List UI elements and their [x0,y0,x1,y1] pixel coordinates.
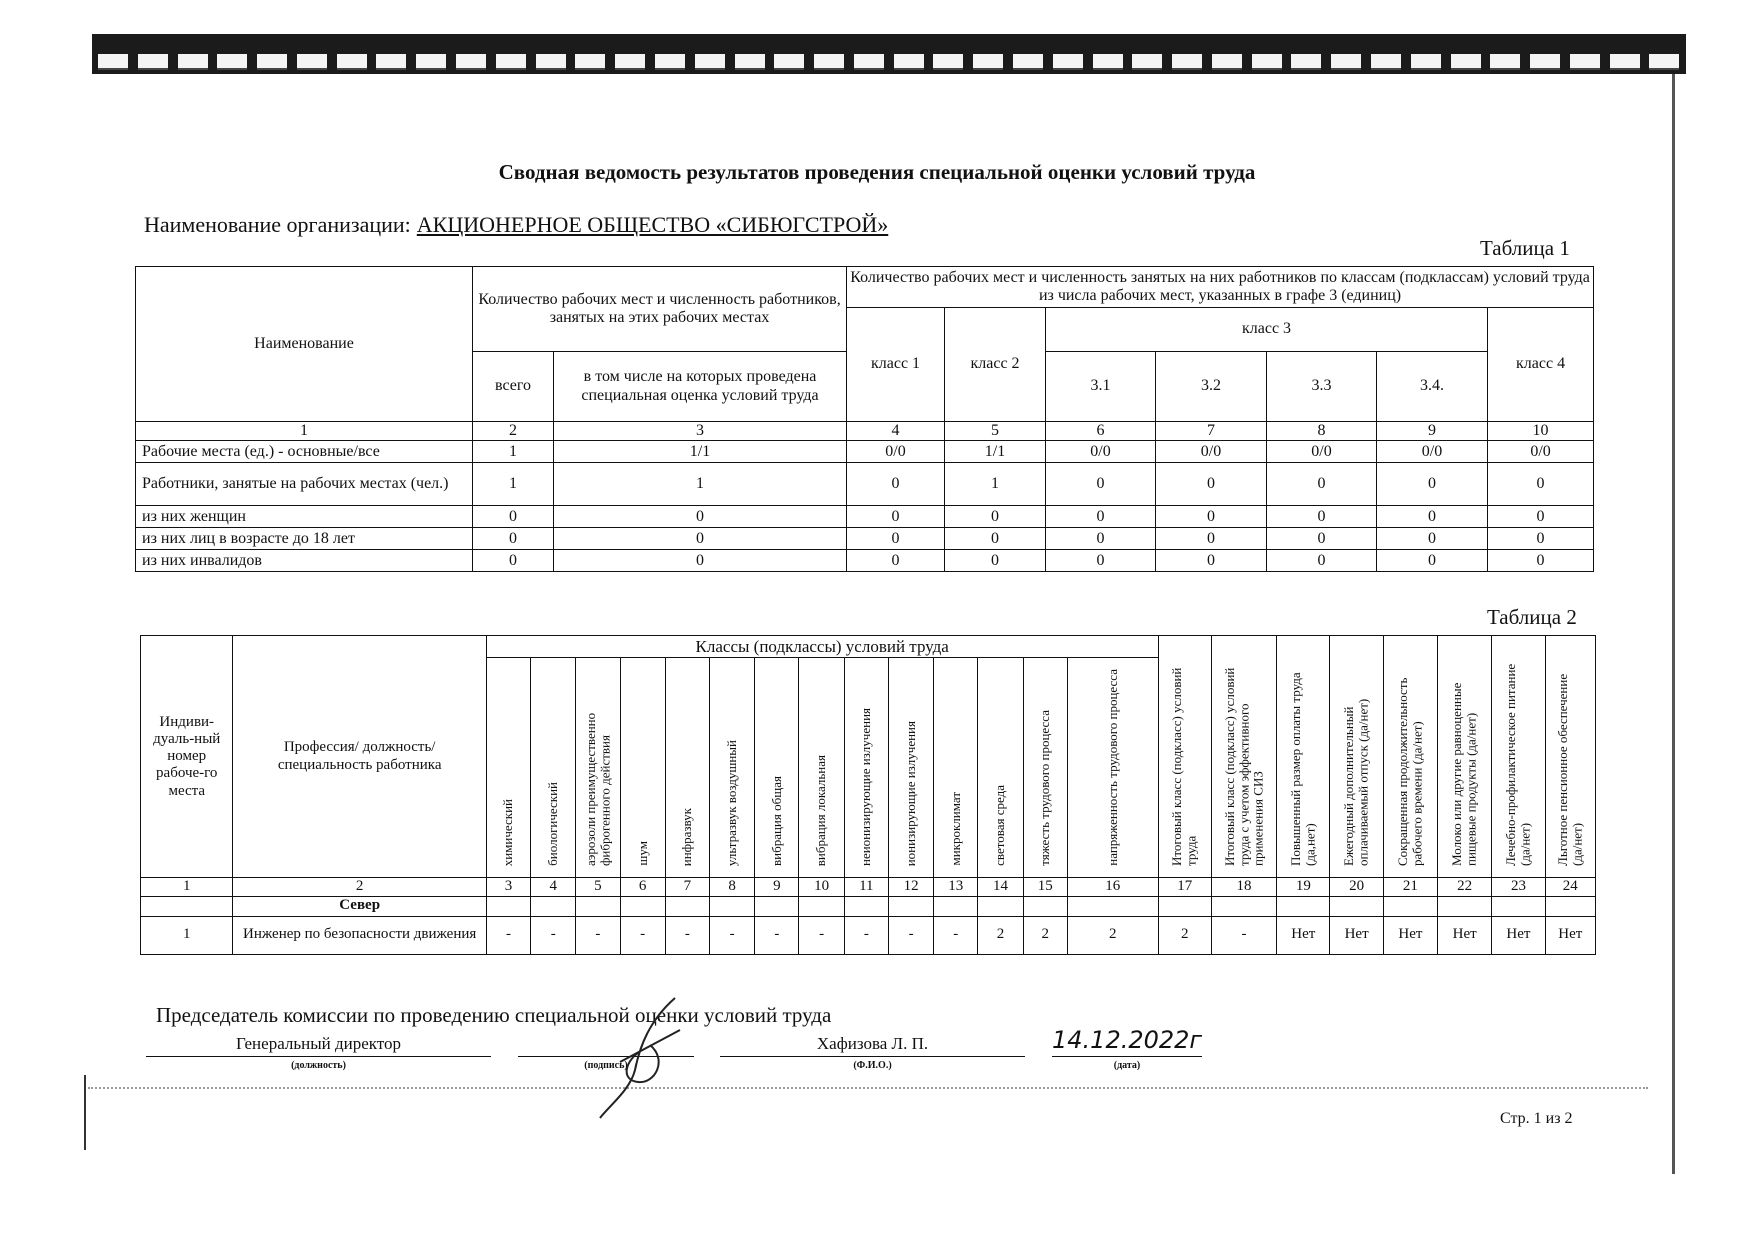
cell: 0 [554,528,847,550]
date-caption: (дата) [1113,1060,1141,1071]
document-title: Сводная ведомость результатов проведения специальной оценки условий труда [498,160,1256,184]
cell: 0 [554,550,847,572]
row-label: Работники, занятые на рабочих местах (чел.) [136,463,473,506]
t2-factor [844,658,888,878]
table-row [136,463,1594,506]
cell: Нет [1330,916,1383,954]
cell: 0 [847,463,945,506]
t2-colnum: 23 [1492,878,1545,896]
name-line [720,1056,1025,1057]
t2-colnum: 2 [233,878,486,896]
t1-header-3-2: 3.2 [1156,352,1267,422]
t1-header-class2: класс 2 [945,308,1046,422]
cell: 1 [473,463,554,506]
cell: 0 [554,506,847,528]
t2-header-extra [1211,636,1276,878]
cell: 1 [141,916,233,954]
cell: - [576,916,620,954]
t2-factor-label: микроклимат [947,792,963,866]
row-label: Рабочие места (ед.) - основные/все [136,441,473,463]
t2-factor [576,658,620,878]
cell: 0 [1156,528,1267,550]
t2-extra-label: Сокращенная продолжительность рабочего времени (да/нет) [1395,677,1425,866]
t1-colnum: 3 [554,422,847,441]
t1-header-total: всего [473,352,554,422]
cell: 0 [1488,463,1594,506]
cell: - [799,916,844,954]
t2-factor [1023,658,1067,878]
t1-column-numbers [136,422,1594,441]
cell: 0 [1046,506,1156,528]
cell: 0 [847,550,945,572]
t2-extra-label: Итоговый класс (подкласс) условий труда с учетом эффективного применения СИЗ [1221,667,1266,866]
sheet-edge-left [84,1075,86,1150]
t1-colnum: 9 [1377,422,1488,441]
t2-factor-label: ультразвук воздушный [723,739,739,866]
t2-factor [486,658,530,878]
t2-factor [978,658,1023,878]
t2-factor-label: напряженность трудового процесса [1104,669,1120,866]
cell: 0 [1267,528,1377,550]
cell: 1/1 [554,441,847,463]
cell: 1 [945,463,1046,506]
t2-extra-label: Итоговый класс (подкласс) условий труда [1169,667,1199,866]
cell: - [486,916,530,954]
cell: 0/0 [1377,441,1488,463]
t1-header-assessed: в том числе на которых проведена специальная оценка условий труда [554,352,847,422]
cell: Нет [1438,916,1492,954]
t2-section-row [141,896,1596,916]
cell: 2 [1023,916,1067,954]
t1-colnum: 8 [1267,422,1377,441]
t1-colnum: 10 [1488,422,1594,441]
t1-header-class4: класс 4 [1488,308,1594,422]
t2-factor-label: вибрация локальная [813,754,829,866]
t2-colnum: 22 [1438,878,1492,896]
table-row [141,916,1596,954]
signer-name: Хафизова Л. П. [816,1034,929,1053]
t2-header-extra [1545,636,1595,878]
org-label: Наименование организации: [144,212,411,237]
organization-line [144,212,888,238]
cell: Нет [1545,916,1595,954]
table-row [136,506,1594,528]
table-row [136,528,1594,550]
cell: 0 [1156,506,1267,528]
cell: 0 [1156,550,1267,572]
cell: 1/1 [945,441,1046,463]
t2-factor-label: неионизирующие излучения [858,708,874,866]
t1-header-count: Количество рабочих мест и численность работников, занятых на этих рабочих местах [473,267,847,352]
t2-colnum: 21 [1383,878,1437,896]
row-label: из них лиц в возрасте до 18 лет [136,528,473,550]
cell: 1 [554,463,847,506]
cell: Нет [1492,916,1545,954]
cell: 0 [1377,528,1488,550]
t2-factor [620,658,665,878]
cell: 2 [1067,916,1158,954]
t2-header-extra [1330,636,1383,878]
commission-chair-caption: Председатель комиссии по проведению специальной оценки условий труда [156,1003,832,1027]
t2-factor [665,658,709,878]
t2-colnum: 13 [934,878,978,896]
cell: - [934,916,978,954]
t2-colnum: 4 [531,878,576,896]
t2-colnum: 12 [888,878,933,896]
cell: - [665,916,709,954]
t1-header-classes: Количество рабочих мест и численность занятых на них работников по классам (подклассам) условий труда из числа рабочих мест, указанных в графе 3 (единиц) [847,267,1594,308]
row-label: из них инвалидов [136,550,473,572]
t2-factor-label: тяжесть трудового процесса [1037,710,1053,866]
cell: 0 [1046,528,1156,550]
section-title: Север [233,896,486,916]
t2-colnum: 5 [576,878,620,896]
t2-colnum: 18 [1211,878,1276,896]
t2-factor-label: биологический [545,782,561,866]
fold-line [88,1087,1648,1089]
t1-header-class1: класс 1 [847,308,945,422]
table-1 [135,266,1594,572]
cell: - [888,916,933,954]
t2-header-profession: Профессия/ должность/ специальность работника [233,636,486,878]
t2-colnum: 24 [1545,878,1595,896]
signer-position: Генеральный директор [235,1034,402,1053]
signature-caption: (подпись) [584,1060,628,1071]
t2-colnum: 11 [844,878,888,896]
t2-colnum: 7 [665,878,709,896]
table1-label: Таблица 1 [1480,236,1570,260]
cell: 0 [847,506,945,528]
handwritten-date: 14.12.2022г [1052,1026,1203,1054]
org-name: АКЦИОНЕРНОЕ ОБЩЕСТВО «СИБЮГСТРОЙ» [416,212,889,237]
cell: 0 [1046,463,1156,506]
t2-factor-label: ионизирующие излучения [902,720,918,866]
t2-factor [799,658,844,878]
cell: 0 [473,550,554,572]
cell: - [710,916,755,954]
cell: - [531,916,576,954]
cell: 0 [1377,463,1488,506]
t1-colnum: 7 [1156,422,1267,441]
cell: 0 [1156,463,1267,506]
t2-factor [1067,658,1158,878]
cell: 0 [945,506,1046,528]
cell: 1 [473,441,554,463]
cell: Нет [1383,916,1437,954]
t1-colnum: 6 [1046,422,1156,441]
cell: 0 [1267,550,1377,572]
t1-colnum: 2 [473,422,554,441]
t1-header-3-1: 3.1 [1046,352,1156,422]
t2-extra-label: Молоко или другие равноценные пищевые продукты (да/нет) [1449,682,1479,866]
t2-factor [755,658,799,878]
row-label: из них женщин [136,506,473,528]
t2-header-workplace-number: Индиви-дуаль-ный номер рабоче-го места [141,636,233,878]
t2-factor-label: вибрация общая [768,776,784,866]
t2-colnum: 8 [710,878,755,896]
t2-header-classes: Классы (подклассы) условий труда [486,636,1158,658]
t2-colnum: 17 [1158,878,1211,896]
handwritten-signature [580,990,690,1125]
cell: 0/0 [1488,441,1594,463]
cell: - [620,916,665,954]
cell: 0 [847,528,945,550]
t2-header-extra [1277,636,1330,878]
t2-extra-label: Лечебно-профилактическое питание (да/нет) [1503,663,1533,866]
t2-header-extra [1492,636,1545,878]
t2-factor-label: световая среда [992,785,1008,866]
t1-colnum: 4 [847,422,945,441]
cell: 0 [1377,506,1488,528]
t2-colnum: 9 [755,878,799,896]
cell: - [844,916,888,954]
cell: 0 [1046,550,1156,572]
t2-factor [934,658,978,878]
cell [141,896,233,916]
cell: Нет [1277,916,1330,954]
cell: 0 [1267,463,1377,506]
t2-factor-label: химический [500,798,516,866]
cell: 0 [473,528,554,550]
table-row [136,550,1594,572]
cell: 2 [1158,916,1211,954]
t1-colnum: 1 [136,422,473,441]
cell: 0 [945,550,1046,572]
cell: - [755,916,799,954]
t2-colnum: 3 [486,878,530,896]
t2-colnum: 1 [141,878,233,896]
table-2 [140,635,1596,955]
t2-colnum: 15 [1023,878,1067,896]
t2-factor [710,658,755,878]
t1-header-3-3: 3.3 [1267,352,1377,422]
cell: 0 [945,528,1046,550]
t2-header-extra [1438,636,1492,878]
name-caption: (Ф.И.О.) [853,1060,892,1071]
t2-colnum: 14 [978,878,1023,896]
t2-colnum: 6 [620,878,665,896]
t1-header-3-4: 3.4. [1377,352,1488,422]
t1-colnum: 5 [945,422,1046,441]
t2-factor [888,658,933,878]
cell: - [1211,916,1276,954]
t2-extra-label: Повышенный размер оплаты труда (да,нет) [1288,672,1318,866]
sheet-edge [1672,74,1675,1174]
cell: 0 [473,506,554,528]
cell: 0/0 [1046,441,1156,463]
date-line [1052,1056,1202,1057]
cell: 0 [1488,528,1594,550]
t2-extra-label: Льготное пенсионное обеспечение (да/нет) [1555,673,1585,866]
t2-factor [531,658,576,878]
t2-colnum: 20 [1330,878,1383,896]
cell: 0 [1488,506,1594,528]
page-number: Стр. 1 из 2 [1500,1110,1573,1127]
cell: 0 [1488,550,1594,572]
t1-header-class3: класс 3 [1046,308,1488,352]
cell: Инженер по безопасности движения [233,916,486,954]
t2-column-numbers [141,878,1596,896]
t2-factor-label: шум [634,841,650,866]
t2-colnum: 19 [1277,878,1330,896]
t2-factor-label: инфразвук [679,807,695,866]
cell: 0/0 [1267,441,1377,463]
t2-colnum: 10 [799,878,844,896]
table-row [136,441,1594,463]
t2-header-extra [1383,636,1437,878]
cell: 0/0 [847,441,945,463]
t2-colnum: 16 [1067,878,1158,896]
cell: 0/0 [1156,441,1267,463]
cell: 0 [1377,550,1488,572]
t1-header-name: Наименование [136,267,473,422]
t2-extra-label: Ежегодный дополнительный оплачиваемый отпуск (да/нет) [1341,698,1371,866]
position-caption: (должность) [291,1060,346,1071]
t2-factor-label: аэрозоли преимущественно фиброгенного действия [582,712,612,866]
t2-header-extra [1158,636,1211,878]
table2-label: Таблица 2 [1487,605,1577,629]
binder-strip [92,34,1686,74]
position-line [146,1056,491,1057]
binder-holes [98,54,1680,70]
cell: 2 [978,916,1023,954]
cell: 0 [1267,506,1377,528]
